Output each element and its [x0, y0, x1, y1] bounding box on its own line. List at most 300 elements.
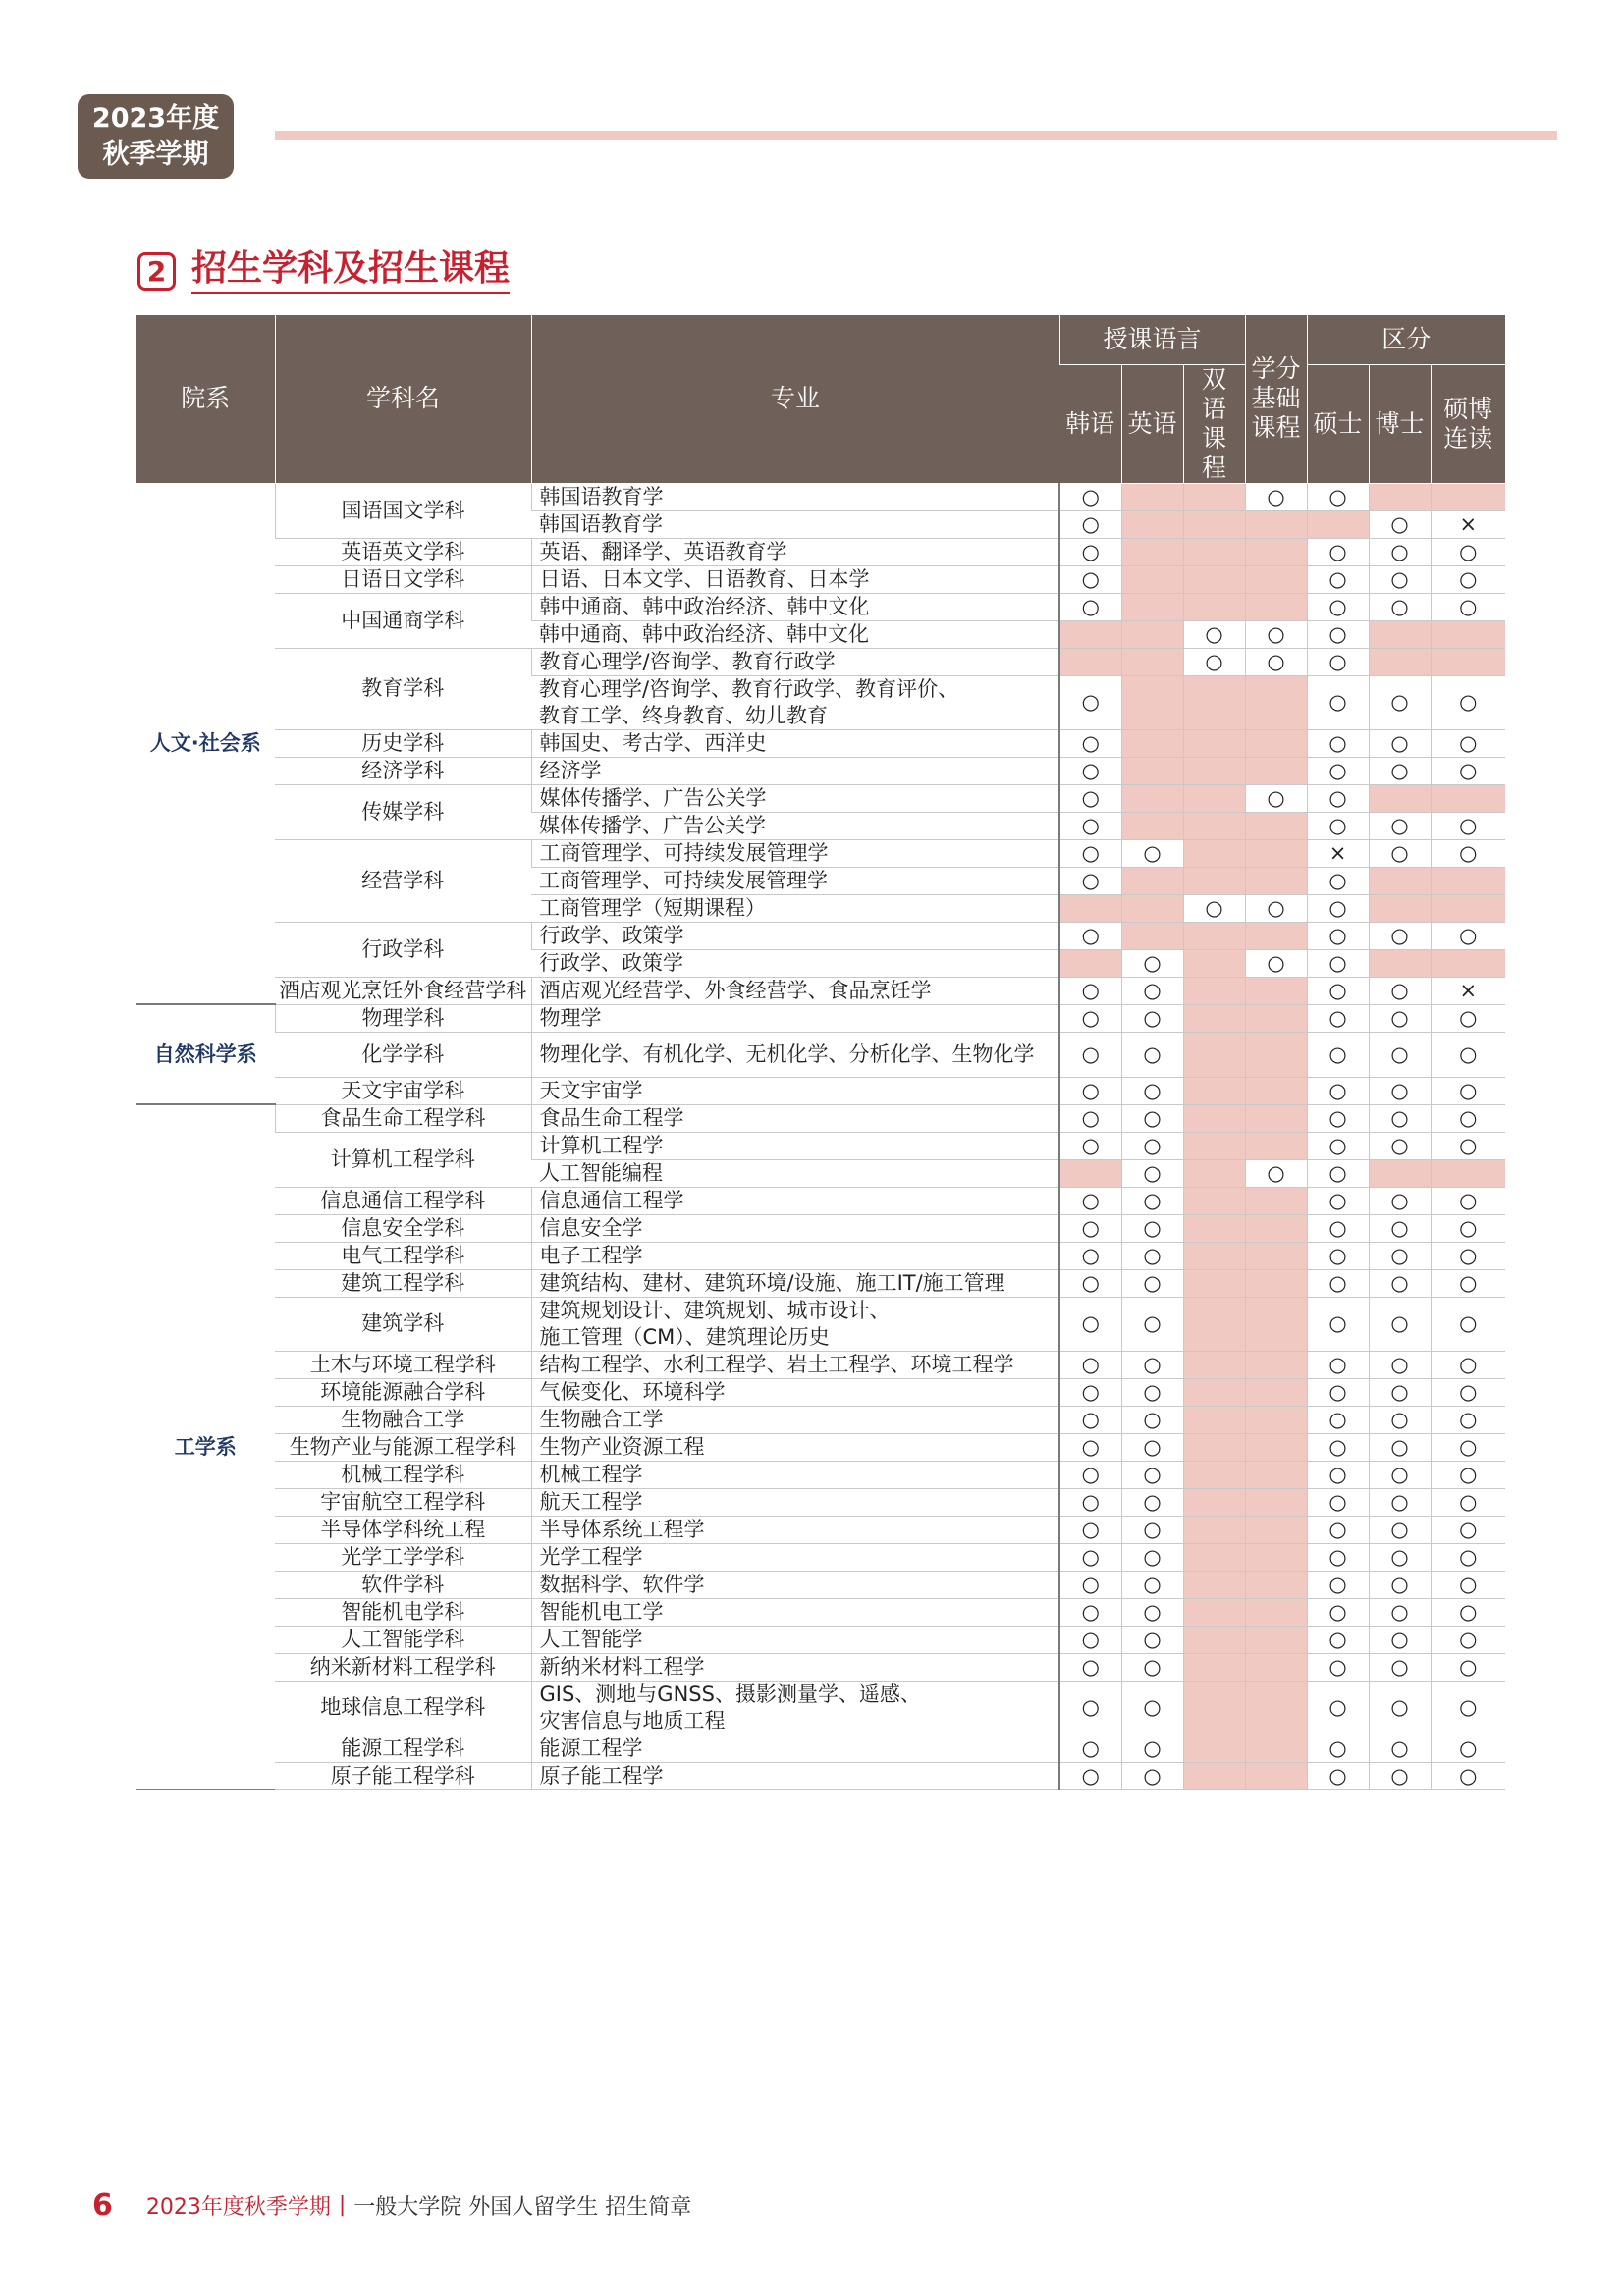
header-dual: 双语课程 — [1183, 364, 1245, 483]
mark-credit — [1245, 1653, 1307, 1681]
mark-english: ○ — [1121, 1351, 1183, 1378]
table-row — [136, 1378, 1505, 1406]
mark-dual — [1183, 1132, 1245, 1159]
footer-doc-title: 一般大学院 外国人留学生 招生简章 — [353, 2194, 692, 2219]
mark-combined: ○ — [1431, 538, 1505, 565]
mark-english: ○ — [1121, 1762, 1183, 1789]
mark-combined: ○ — [1431, 1571, 1505, 1598]
mark-dual — [1183, 1571, 1245, 1598]
mark-dual — [1183, 510, 1245, 538]
dept-name: 土木与环境工程学科 — [275, 1351, 531, 1378]
mark-korean: ○ — [1059, 1378, 1121, 1406]
mark-korean: ○ — [1059, 1187, 1121, 1214]
major-cell: 工商管理学、可持续发展管理学 — [531, 839, 1059, 867]
header-master: 硕士 — [1307, 364, 1369, 483]
table-row — [136, 1571, 1505, 1598]
mark-master: ○ — [1307, 1077, 1369, 1104]
mark-credit — [1245, 510, 1307, 538]
major-cell: 智能机电工学 — [531, 1598, 1059, 1626]
header-lang-group: 授课语言 — [1059, 315, 1245, 364]
mark-dual — [1183, 1351, 1245, 1378]
header-korean: 韩语 — [1059, 364, 1121, 483]
section-heading — [137, 245, 510, 296]
table-row — [136, 977, 1505, 1004]
mark-dual — [1183, 675, 1245, 729]
page-footer — [92, 2185, 691, 2224]
mark-credit — [1245, 922, 1307, 949]
mark-korean: ○ — [1059, 867, 1121, 894]
mark-credit — [1245, 757, 1307, 784]
major-cell: 媒体传播学、广告公关学 — [531, 784, 1059, 812]
mark-dual — [1183, 1626, 1245, 1653]
mark-combined: ○ — [1431, 1653, 1505, 1681]
table-row — [136, 1187, 1505, 1214]
mark-english: ○ — [1121, 1571, 1183, 1598]
mark-credit — [1245, 1297, 1307, 1351]
major-cell: 原子能工程学 — [531, 1762, 1059, 1789]
mark-korean: ○ — [1059, 538, 1121, 565]
mark-korean: ○ — [1059, 839, 1121, 867]
mark-master: ○ — [1307, 1351, 1369, 1378]
mark-combined: ○ — [1431, 812, 1505, 839]
mark-credit — [1245, 675, 1307, 729]
dept-name: 建筑学科 — [275, 1297, 531, 1351]
mark-doctor — [1369, 949, 1431, 977]
mark-doctor: ○ — [1369, 1461, 1431, 1488]
table-row — [136, 1214, 1505, 1242]
major-cell: 物理学 — [531, 1004, 1059, 1032]
table-row — [136, 1104, 1505, 1132]
mark-doctor — [1369, 867, 1431, 894]
college-name: 自然科学系 — [136, 1004, 275, 1104]
mark-korean: ○ — [1059, 1762, 1121, 1789]
mark-master: ○ — [1307, 675, 1369, 729]
mark-master: ○ — [1307, 922, 1369, 949]
mark-combined — [1431, 894, 1505, 922]
mark-combined: ○ — [1431, 1598, 1505, 1626]
dept-name: 教育学科 — [275, 648, 531, 729]
table-row — [136, 1598, 1505, 1626]
mark-dual — [1183, 757, 1245, 784]
table-row — [136, 1269, 1505, 1297]
dept-name: 国语国文学科 — [275, 483, 531, 538]
dept-name: 半导体学科统工程 — [275, 1516, 531, 1543]
mark-doctor: ○ — [1369, 1297, 1431, 1351]
mark-english: ○ — [1121, 1735, 1183, 1762]
mark-korean — [1059, 648, 1121, 675]
footer-term: 2023年度秋季学期 — [145, 2194, 331, 2219]
mark-master: ○ — [1307, 867, 1369, 894]
mark-dual — [1183, 565, 1245, 593]
dept-name: 行政学科 — [275, 922, 531, 977]
mark-credit — [1245, 812, 1307, 839]
mark-master: ○ — [1307, 1516, 1369, 1543]
mark-doctor: ○ — [1369, 1571, 1431, 1598]
dept-name: 宇宙航空工程学科 — [275, 1488, 531, 1516]
mark-english — [1121, 483, 1183, 510]
college-name: 工学系 — [136, 1104, 275, 1789]
mark-doctor: ○ — [1369, 1543, 1431, 1571]
table-body — [136, 483, 1505, 1789]
mark-english: ○ — [1121, 1516, 1183, 1543]
mark-credit — [1245, 1104, 1307, 1132]
table-row — [136, 1681, 1505, 1735]
mark-english: ○ — [1121, 1681, 1183, 1735]
mark-english — [1121, 510, 1183, 538]
mark-english: ○ — [1121, 1543, 1183, 1571]
mark-master: ○ — [1307, 949, 1369, 977]
mark-korean: ○ — [1059, 729, 1121, 757]
mark-korean — [1059, 894, 1121, 922]
major-cell: 经济学 — [531, 757, 1059, 784]
major-cell: 食品生命工程学 — [531, 1104, 1059, 1132]
mark-master: ○ — [1307, 1571, 1369, 1598]
mark-dual — [1183, 1269, 1245, 1297]
table-row — [136, 1297, 1505, 1351]
mark-korean: ○ — [1059, 1104, 1121, 1132]
mark-credit — [1245, 1077, 1307, 1104]
mark-master: ○ — [1307, 1543, 1369, 1571]
mark-master: ○ — [1307, 1004, 1369, 1032]
term-badge — [78, 94, 234, 179]
mark-korean: ○ — [1059, 1004, 1121, 1032]
mark-korean: ○ — [1059, 1406, 1121, 1433]
mark-dual — [1183, 1004, 1245, 1032]
mark-doctor: ○ — [1369, 565, 1431, 593]
mark-master: ○ — [1307, 1104, 1369, 1132]
header-doctor: 博士 — [1369, 364, 1431, 483]
term-badge-semester: 秋季学期 — [102, 139, 209, 170]
mark-doctor: ○ — [1369, 1004, 1431, 1032]
mark-english: ○ — [1121, 1004, 1183, 1032]
mark-english — [1121, 538, 1183, 565]
dept-name: 信息安全学科 — [275, 1214, 531, 1242]
mark-credit: ○ — [1245, 1159, 1307, 1187]
major-cell: 信息通信工程学 — [531, 1187, 1059, 1214]
dept-name: 光学工学学科 — [275, 1543, 531, 1571]
mark-dual — [1183, 1762, 1245, 1789]
mark-master: ○ — [1307, 1598, 1369, 1626]
major-line: 灾害信息与地质工程 — [539, 1708, 726, 1733]
mark-doctor: ○ — [1369, 1132, 1431, 1159]
major-line: 建筑规划设计、建筑规划、城市设计、 — [539, 1298, 891, 1322]
mark-dual — [1183, 867, 1245, 894]
table-row — [136, 565, 1505, 593]
mark-korean: ○ — [1059, 1598, 1121, 1626]
mark-dual — [1183, 1406, 1245, 1433]
mark-credit — [1245, 1461, 1307, 1488]
table-row — [136, 1242, 1505, 1269]
major-cell: 生物融合工学 — [531, 1406, 1059, 1433]
mark-credit — [1245, 1516, 1307, 1543]
mark-doctor: ○ — [1369, 839, 1431, 867]
mark-credit — [1245, 1406, 1307, 1433]
mark-master: ○ — [1307, 565, 1369, 593]
table-row — [136, 1077, 1505, 1104]
mark-doctor: ○ — [1369, 1378, 1431, 1406]
mark-combined: ○ — [1431, 1297, 1505, 1351]
major-line: GIS、测地与GNSS、摄影测量学、遥感、 — [539, 1682, 921, 1706]
mark-korean: ○ — [1059, 1653, 1121, 1681]
major-cell: 酒店观光经营学、外食经营学、食品烹饪学 — [531, 977, 1059, 1004]
mark-korean: ○ — [1059, 483, 1121, 510]
mark-dual — [1183, 1598, 1245, 1626]
mark-dual — [1183, 949, 1245, 977]
mark-doctor — [1369, 894, 1431, 922]
mark-dual: ○ — [1183, 648, 1245, 675]
major-cell: 行政学、政策学 — [531, 949, 1059, 977]
mark-combined: ○ — [1431, 1104, 1505, 1132]
mark-combined: ○ — [1431, 1269, 1505, 1297]
dept-name: 酒店观光烹饪外食经营学科 — [275, 977, 531, 1004]
mark-combined: ○ — [1431, 1351, 1505, 1378]
mark-doctor — [1369, 483, 1431, 510]
mark-doctor: ○ — [1369, 1077, 1431, 1104]
mark-combined: ○ — [1431, 1626, 1505, 1653]
mark-credit: ○ — [1245, 620, 1307, 648]
mark-master: ○ — [1307, 1488, 1369, 1516]
mark-master: ○ — [1307, 784, 1369, 812]
mark-master: ○ — [1307, 1132, 1369, 1159]
mark-doctor: ○ — [1369, 1406, 1431, 1433]
dept-name: 传媒学科 — [275, 784, 531, 839]
mark-credit — [1245, 1681, 1307, 1735]
mark-combined — [1431, 949, 1505, 977]
dept-name: 历史学科 — [275, 729, 531, 757]
mark-credit — [1245, 593, 1307, 620]
major-cell: 机械工程学 — [531, 1461, 1059, 1488]
admissions-table — [136, 315, 1505, 1790]
mark-master: ○ — [1307, 1032, 1369, 1077]
mark-dual — [1183, 1297, 1245, 1351]
mark-dual — [1183, 977, 1245, 1004]
mark-dual — [1183, 839, 1245, 867]
major-cell: 日语、日本文学、日语教育、日本学 — [531, 565, 1059, 593]
major-cell: 韩国语教育学 — [531, 510, 1059, 538]
mark-english: ○ — [1121, 1461, 1183, 1488]
mark-korean: ○ — [1059, 757, 1121, 784]
major-cell: 天文宇宙学 — [531, 1077, 1059, 1104]
mark-credit — [1245, 1488, 1307, 1516]
mark-combined: ○ — [1431, 839, 1505, 867]
mark-master: ○ — [1307, 729, 1369, 757]
mark-dual — [1183, 1516, 1245, 1543]
mark-dual — [1183, 1159, 1245, 1187]
mark-doctor: ○ — [1369, 1214, 1431, 1242]
dept-name: 纳米新材料工程学科 — [275, 1653, 531, 1681]
mark-combined: ○ — [1431, 1433, 1505, 1461]
mark-korean: ○ — [1059, 812, 1121, 839]
mark-credit — [1245, 1351, 1307, 1378]
major-cell: 工商管理学（短期课程） — [531, 894, 1059, 922]
major-cell: 数据科学、软件学 — [531, 1571, 1059, 1598]
mark-doctor: ○ — [1369, 1516, 1431, 1543]
mark-credit: ○ — [1245, 894, 1307, 922]
mark-english — [1121, 729, 1183, 757]
table-row — [136, 593, 1505, 620]
mark-dual — [1183, 1735, 1245, 1762]
mark-english — [1121, 894, 1183, 922]
dept-name: 建筑工程学科 — [275, 1269, 531, 1297]
mark-dual — [1183, 1461, 1245, 1488]
mark-master: ○ — [1307, 977, 1369, 1004]
mark-credit — [1245, 1187, 1307, 1214]
mark-english: ○ — [1121, 1214, 1183, 1242]
mark-combined: ○ — [1431, 593, 1505, 620]
mark-doctor: ○ — [1369, 1269, 1431, 1297]
dept-name: 经济学科 — [275, 757, 531, 784]
dept-name: 计算机工程学科 — [275, 1132, 531, 1187]
mark-doctor — [1369, 620, 1431, 648]
mark-korean: ○ — [1059, 1626, 1121, 1653]
major-cell — [531, 1681, 1059, 1735]
dept-name: 环境能源融合学科 — [275, 1378, 531, 1406]
mark-credit — [1245, 538, 1307, 565]
header-college: 院系 — [136, 315, 275, 483]
mark-korean: ○ — [1059, 1032, 1121, 1077]
mark-dual — [1183, 729, 1245, 757]
mark-credit — [1245, 1242, 1307, 1269]
mark-dual — [1183, 1104, 1245, 1132]
dept-name: 天文宇宙学科 — [275, 1077, 531, 1104]
mark-korean: ○ — [1059, 1681, 1121, 1735]
table-row — [136, 1653, 1505, 1681]
header-rule — [275, 131, 1557, 140]
mark-english: ○ — [1121, 1242, 1183, 1269]
mark-combined: ○ — [1431, 1004, 1505, 1032]
mark-credit: ○ — [1245, 949, 1307, 977]
dept-name: 信息通信工程学科 — [275, 1187, 531, 1214]
table-row — [136, 784, 1505, 812]
mark-combined: ○ — [1431, 1032, 1505, 1077]
mark-korean: ○ — [1059, 1269, 1121, 1297]
major-cell: 生物产业资源工程 — [531, 1433, 1059, 1461]
mark-doctor: ○ — [1369, 812, 1431, 839]
mark-english: ○ — [1121, 1378, 1183, 1406]
major-cell: 韩中通商、韩中政治经济、韩中文化 — [531, 620, 1059, 648]
table-row — [136, 922, 1505, 949]
mark-korean: ○ — [1059, 784, 1121, 812]
table-row — [136, 1351, 1505, 1378]
mark-dual — [1183, 1378, 1245, 1406]
major-cell: 媒体传播学、广告公关学 — [531, 812, 1059, 839]
mark-master: ○ — [1307, 757, 1369, 784]
mark-korean: ○ — [1059, 1543, 1121, 1571]
mark-master: ○ — [1307, 1187, 1369, 1214]
mark-korean: ○ — [1059, 1571, 1121, 1598]
dept-name: 经营学科 — [275, 839, 531, 922]
header-credit: 学分基础课程 — [1245, 315, 1307, 483]
table-row — [136, 538, 1505, 565]
mark-combined — [1431, 648, 1505, 675]
mark-credit — [1245, 1735, 1307, 1762]
major-cell: 计算机工程学 — [531, 1132, 1059, 1159]
header-major: 专业 — [531, 315, 1059, 483]
major-cell: 能源工程学 — [531, 1735, 1059, 1762]
mark-korean — [1059, 949, 1121, 977]
table-row — [136, 1461, 1505, 1488]
mark-dual — [1183, 922, 1245, 949]
mark-credit: ○ — [1245, 648, 1307, 675]
mark-doctor: ○ — [1369, 1488, 1431, 1516]
dept-name: 生物融合工学 — [275, 1406, 531, 1433]
mark-english — [1121, 867, 1183, 894]
major-cell: 英语、翻译学、英语教育学 — [531, 538, 1059, 565]
mark-master: ○ — [1307, 1433, 1369, 1461]
mark-combined: ○ — [1431, 1762, 1505, 1789]
mark-dual — [1183, 1214, 1245, 1242]
mark-credit — [1245, 1598, 1307, 1626]
mark-korean: ○ — [1059, 1516, 1121, 1543]
mark-korean: ○ — [1059, 675, 1121, 729]
mark-master: ○ — [1307, 1297, 1369, 1351]
table-row — [136, 1762, 1505, 1789]
mark-doctor: ○ — [1369, 1187, 1431, 1214]
mark-english: ○ — [1121, 1132, 1183, 1159]
mark-master: × — [1307, 839, 1369, 867]
mark-combined: ○ — [1431, 1132, 1505, 1159]
term-badge-year: 2023年度 — [91, 103, 220, 133]
mark-master: ○ — [1307, 1214, 1369, 1242]
mark-doctor: ○ — [1369, 977, 1431, 1004]
mark-doctor: ○ — [1369, 922, 1431, 949]
mark-doctor: ○ — [1369, 593, 1431, 620]
mark-master: ○ — [1307, 1762, 1369, 1789]
dept-name: 软件学科 — [275, 1571, 531, 1598]
mark-doctor: ○ — [1369, 1653, 1431, 1681]
mark-dual — [1183, 812, 1245, 839]
mark-master: ○ — [1307, 1626, 1369, 1653]
major-cell: 韩国史、考古学、西洋史 — [531, 729, 1059, 757]
mark-doctor: ○ — [1369, 729, 1431, 757]
mark-korean: ○ — [1059, 1351, 1121, 1378]
mark-master: ○ — [1307, 1406, 1369, 1433]
mark-master: ○ — [1307, 538, 1369, 565]
mark-combined — [1431, 620, 1505, 648]
mark-combined — [1431, 483, 1505, 510]
mark-combined: ○ — [1431, 729, 1505, 757]
mark-credit — [1245, 1004, 1307, 1032]
mark-english: ○ — [1121, 1269, 1183, 1297]
mark-doctor: ○ — [1369, 1762, 1431, 1789]
header-combined: 硕博连读 — [1431, 364, 1505, 483]
mark-dual — [1183, 483, 1245, 510]
mark-master: ○ — [1307, 1735, 1369, 1762]
mark-master: ○ — [1307, 1653, 1369, 1681]
mark-dual — [1183, 1187, 1245, 1214]
mark-dual: ○ — [1183, 620, 1245, 648]
mark-korean: ○ — [1059, 1077, 1121, 1104]
table-row — [136, 1004, 1505, 1032]
mark-master — [1307, 510, 1369, 538]
major-cell: 人工智能学 — [531, 1626, 1059, 1653]
table-row — [136, 483, 1505, 510]
mark-korean: ○ — [1059, 1214, 1121, 1242]
mark-english: ○ — [1121, 1433, 1183, 1461]
mark-doctor: ○ — [1369, 1626, 1431, 1653]
mark-doctor — [1369, 1159, 1431, 1187]
mark-korean: ○ — [1059, 1242, 1121, 1269]
mark-master: ○ — [1307, 483, 1369, 510]
mark-master: ○ — [1307, 1269, 1369, 1297]
mark-korean: ○ — [1059, 565, 1121, 593]
mark-master: ○ — [1307, 812, 1369, 839]
mark-english: ○ — [1121, 1187, 1183, 1214]
mark-combined: ○ — [1431, 1543, 1505, 1571]
mark-dual — [1183, 1488, 1245, 1516]
table-row — [136, 1132, 1505, 1159]
mark-master: ○ — [1307, 620, 1369, 648]
